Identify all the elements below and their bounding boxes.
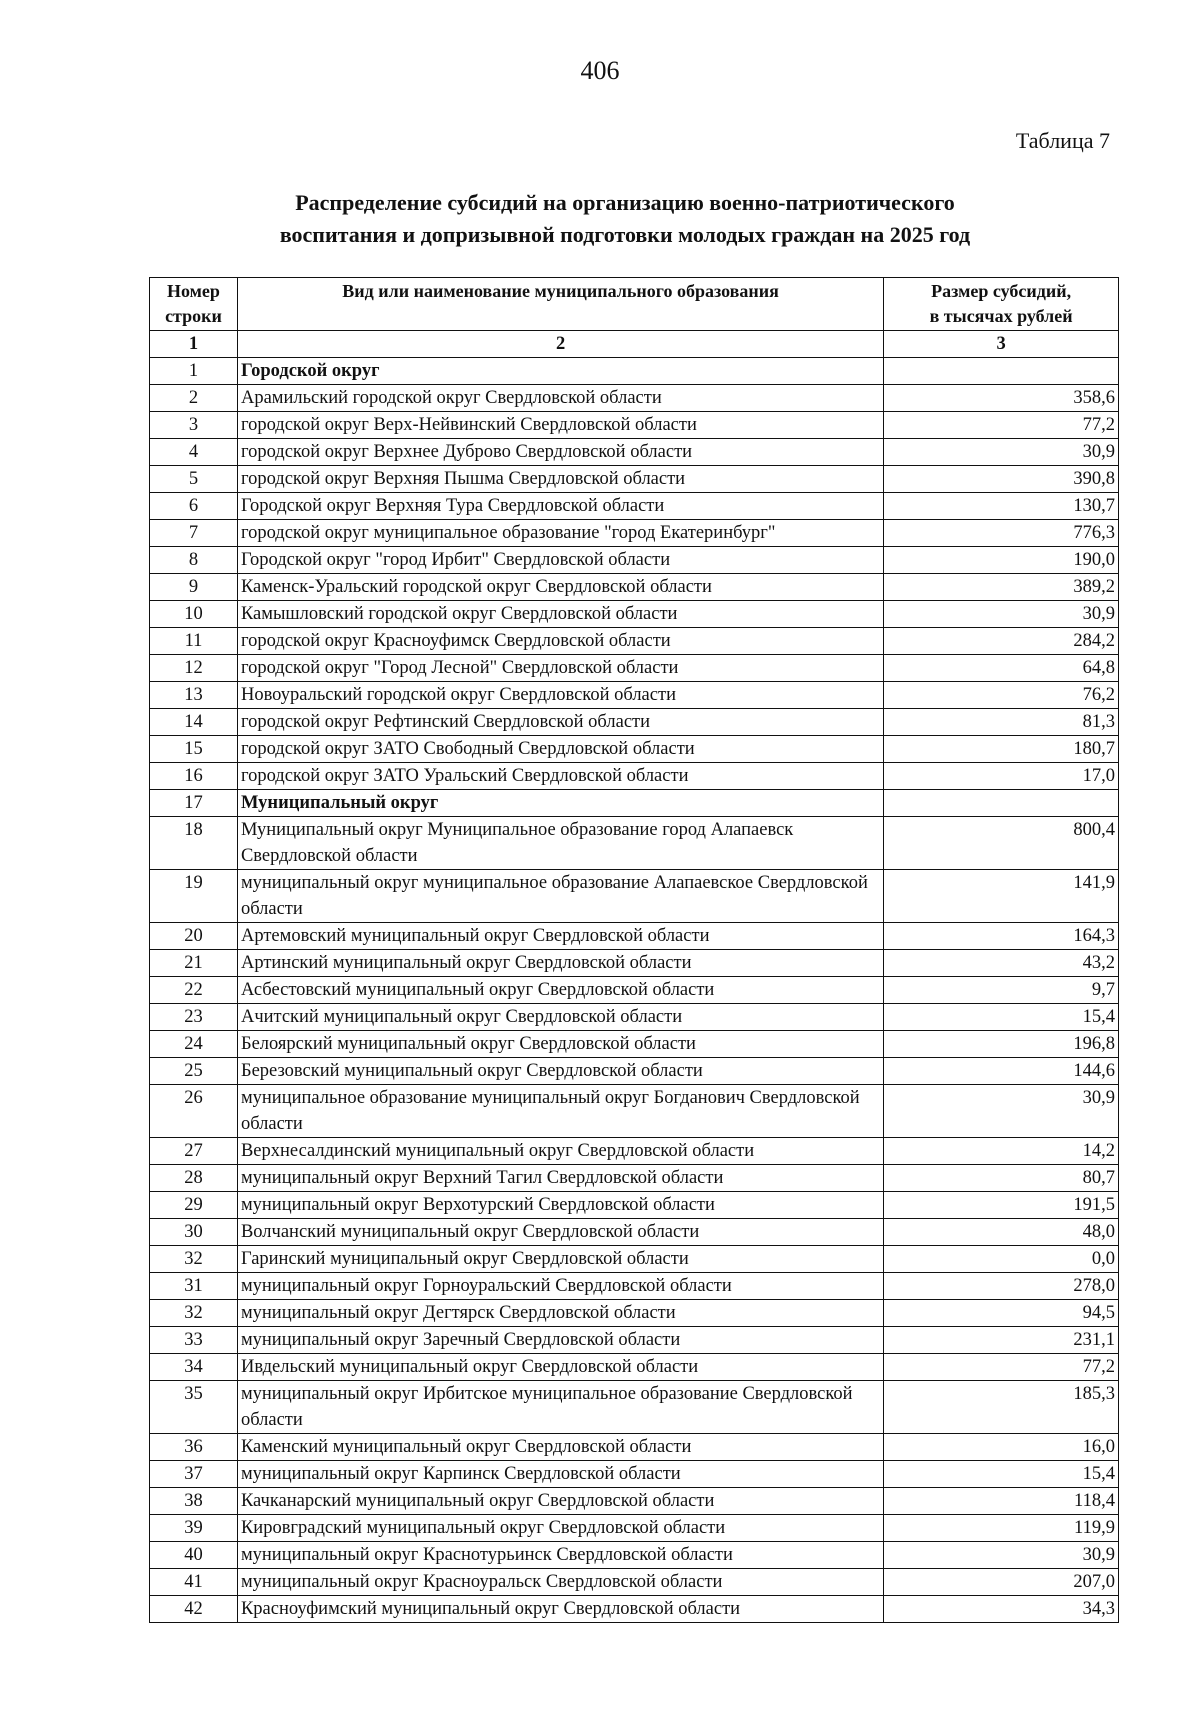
row-number-cell: 12	[150, 655, 238, 682]
row-number-cell: 1	[150, 358, 238, 385]
subsidy-value-cell: 80,7	[884, 1165, 1119, 1192]
header-row-number-line-2: строки	[165, 306, 222, 326]
row-number-cell: 25	[150, 1058, 238, 1085]
row-number-cell: 32	[150, 1300, 238, 1327]
row-number-cell: 20	[150, 923, 238, 950]
municipality-name-cell: Артинский муниципальный округ Свердловской области	[237, 950, 883, 977]
row-number-cell: 11	[150, 628, 238, 655]
row-number-cell: 32	[150, 1246, 238, 1273]
table-row	[150, 1515, 1119, 1542]
municipality-name-cell: муниципальный округ Карпинск Свердловской области	[237, 1461, 883, 1488]
municipality-name-cell: городской округ Верхнее Дуброво Свердловской области	[237, 439, 883, 466]
table-row	[150, 950, 1119, 977]
subsidy-value-cell: 76,2	[884, 682, 1119, 709]
municipality-name-cell: муниципальный округ Верхний Тагил Свердловской области	[237, 1165, 883, 1192]
table-row	[150, 1138, 1119, 1165]
subsidy-value-cell: 284,2	[884, 628, 1119, 655]
row-number-cell: 17	[150, 790, 238, 817]
subsidy-value-cell: 30,9	[884, 439, 1119, 466]
page-number: 406	[580, 56, 620, 85]
header-row-number	[150, 278, 238, 331]
subsidy-value-cell	[884, 790, 1119, 817]
subsidy-value-cell: 64,8	[884, 655, 1119, 682]
subsidies-table	[149, 277, 1119, 1623]
municipality-name-cell: городской округ ЗАТО Свободный Свердловской области	[237, 736, 883, 763]
municipality-name-cell: Красноуфимский муниципальный округ Свердловской области	[237, 1596, 883, 1623]
row-number-cell: 34	[150, 1354, 238, 1381]
row-number-cell: 5	[150, 466, 238, 493]
municipality-name-cell: муниципальный округ Красноуральск Свердловской области	[237, 1569, 883, 1596]
subsidy-value-cell: 0,0	[884, 1246, 1119, 1273]
table-row	[150, 520, 1119, 547]
subsidy-value-cell: 17,0	[884, 763, 1119, 790]
table-row	[150, 790, 1119, 817]
table-row	[150, 1219, 1119, 1246]
row-number-cell: 8	[150, 547, 238, 574]
municipality-name-cell: муниципальный округ муниципальное образование Алапаевское Свердловской области	[237, 870, 883, 923]
header-municipality	[237, 278, 883, 331]
subsidy-value-cell: 43,2	[884, 950, 1119, 977]
table-row	[150, 358, 1119, 385]
table-row	[150, 574, 1119, 601]
subsidy-value-cell: 180,7	[884, 736, 1119, 763]
title-line-2: воспитания и допризывной подготовки молодых граждан на 2025 год	[279, 222, 971, 247]
municipality-name-cell: Березовский муниципальный округ Свердловской области	[237, 1058, 883, 1085]
table-label: Таблица 7	[1015, 128, 1110, 153]
header-subsidy-amount	[884, 278, 1119, 331]
row-number-cell: 13	[150, 682, 238, 709]
row-number-cell: 9	[150, 574, 238, 601]
table-row	[150, 547, 1119, 574]
table-row	[150, 682, 1119, 709]
subsidy-value-cell: 141,9	[884, 870, 1119, 923]
row-number-cell: 22	[150, 977, 238, 1004]
municipality-name-cell: Гаринский муниципальный округ Свердловской области	[237, 1246, 883, 1273]
row-number-cell: 27	[150, 1138, 238, 1165]
municipality-name-cell: муниципальный округ Ирбитское муниципальное образование Свердловской области	[237, 1381, 883, 1434]
table-row	[150, 817, 1119, 870]
municipality-name-cell: Белоярский муниципальный округ Свердловской области	[237, 1031, 883, 1058]
title-line-1: Распределение субсидий на организацию военно-патриотического	[295, 190, 955, 215]
column-number-2: 2	[237, 331, 883, 358]
column-number-1: 1	[150, 331, 238, 358]
subsidy-value-cell: 800,4	[884, 817, 1119, 870]
municipality-name-cell: Асбестовский муниципальный округ Свердловской области	[237, 977, 883, 1004]
row-number-cell: 26	[150, 1085, 238, 1138]
document-title	[150, 187, 1100, 251]
subsidy-value-cell: 81,3	[884, 709, 1119, 736]
table-row	[150, 1165, 1119, 1192]
table-row	[150, 1461, 1119, 1488]
subsidy-value-cell: 144,6	[884, 1058, 1119, 1085]
municipality-name-cell: городской округ Верх-Нейвинский Свердловской области	[237, 412, 883, 439]
municipality-name-cell: городской округ муниципальное образование "город Екатеринбург"	[237, 520, 883, 547]
table-row	[150, 601, 1119, 628]
row-number-cell: 37	[150, 1461, 238, 1488]
subsidy-value-cell	[884, 358, 1119, 385]
row-number-cell: 42	[150, 1596, 238, 1623]
municipality-name-cell: Арамильский городской округ Свердловской области	[237, 385, 883, 412]
table-row	[150, 439, 1119, 466]
subsidy-value-cell: 207,0	[884, 1569, 1119, 1596]
subsidy-value-cell: 14,2	[884, 1138, 1119, 1165]
municipality-name-cell: муниципальный округ Горноуральский Свердловской области	[237, 1273, 883, 1300]
table-row	[150, 1569, 1119, 1596]
municipality-name-cell: муниципальный округ Краснотурьинск Свердловской области	[237, 1542, 883, 1569]
municipality-name-cell: Муниципальный округ Муниципальное образование город Алапаевск Свердловской области	[237, 817, 883, 870]
municipality-name-cell: городской округ ЗАТО Уральский Свердловской области	[237, 763, 883, 790]
municipality-name-cell: городской округ Рефтинский Свердловской области	[237, 709, 883, 736]
header-municipality-label: Вид или наименование муниципального образования	[342, 281, 779, 301]
subsidy-value-cell: 15,4	[884, 1461, 1119, 1488]
municipality-name-cell: муниципальный округ Заречный Свердловской области	[237, 1327, 883, 1354]
table-row	[150, 655, 1119, 682]
row-number-cell: 41	[150, 1569, 238, 1596]
row-number-cell: 36	[150, 1434, 238, 1461]
municipality-name-cell: муниципальный округ Дегтярск Свердловской области	[237, 1300, 883, 1327]
table-row	[150, 1192, 1119, 1219]
row-number-cell: 28	[150, 1165, 238, 1192]
subsidy-value-cell: 34,3	[884, 1596, 1119, 1623]
column-number-3: 3	[884, 331, 1119, 358]
header-row	[150, 278, 1119, 331]
table-row	[150, 466, 1119, 493]
table-row	[150, 1354, 1119, 1381]
subsidy-value-cell: 191,5	[884, 1192, 1119, 1219]
table-row	[150, 709, 1119, 736]
subsidy-value-cell: 190,0	[884, 547, 1119, 574]
municipality-name-cell: Ачитский муниципальный округ Свердловской области	[237, 1004, 883, 1031]
table-row	[150, 763, 1119, 790]
subsidy-value-cell: 118,4	[884, 1488, 1119, 1515]
municipality-name-cell: Городской округ Верхняя Тура Свердловской области	[237, 493, 883, 520]
row-number-cell: 15	[150, 736, 238, 763]
table-row	[150, 1542, 1119, 1569]
row-number-cell: 21	[150, 950, 238, 977]
subsidy-value-cell: 119,9	[884, 1515, 1119, 1542]
municipality-name-cell: Ивдельский муниципальный округ Свердловской области	[237, 1354, 883, 1381]
section-heading-cell: Муниципальный округ	[237, 790, 883, 817]
subsidy-value-cell: 164,3	[884, 923, 1119, 950]
table-row	[150, 1004, 1119, 1031]
table-row	[150, 977, 1119, 1004]
municipality-name-cell: Каменский муниципальный округ Свердловской области	[237, 1434, 883, 1461]
row-number-cell: 2	[150, 385, 238, 412]
column-number-row	[150, 331, 1119, 358]
row-number-cell: 19	[150, 870, 238, 923]
table-row	[150, 1488, 1119, 1515]
municipality-name-cell: городской округ Верхняя Пышма Свердловской области	[237, 466, 883, 493]
table-row	[150, 1085, 1119, 1138]
table-row	[150, 1031, 1119, 1058]
table-row	[150, 1273, 1119, 1300]
municipality-name-cell: городской округ "Город Лесной" Свердловской области	[237, 655, 883, 682]
row-number-cell: 31	[150, 1273, 238, 1300]
municipality-name-cell: Камышловский городской округ Свердловской области	[237, 601, 883, 628]
subsidy-value-cell: 776,3	[884, 520, 1119, 547]
subsidy-value-cell: 231,1	[884, 1327, 1119, 1354]
header-subsidy-line-2: в тысячах рублей	[929, 306, 1073, 326]
table-row	[150, 1434, 1119, 1461]
table-row	[150, 1300, 1119, 1327]
table-row	[150, 1327, 1119, 1354]
municipality-name-cell: Кировградский муниципальный округ Свердловской области	[237, 1515, 883, 1542]
municipality-name-cell: Верхнесалдинский муниципальный округ Свердловской области	[237, 1138, 883, 1165]
row-number-cell: 10	[150, 601, 238, 628]
header-subsidy-line-1: Размер субсидий,	[931, 281, 1072, 301]
row-number-cell: 4	[150, 439, 238, 466]
table-row	[150, 1596, 1119, 1623]
subsidy-value-cell: 389,2	[884, 574, 1119, 601]
municipality-name-cell: Каменск-Уральский городской округ Свердловской области	[237, 574, 883, 601]
municipality-name-cell: муниципальное образование муниципальный округ Богданович Свердловской области	[237, 1085, 883, 1138]
row-number-cell: 14	[150, 709, 238, 736]
row-number-cell: 6	[150, 493, 238, 520]
municipality-name-cell: Волчанский муниципальный округ Свердловской области	[237, 1219, 883, 1246]
municipality-name-cell: муниципальный округ Верхотурский Свердловской области	[237, 1192, 883, 1219]
row-number-cell: 38	[150, 1488, 238, 1515]
subsidy-value-cell: 358,6	[884, 385, 1119, 412]
table-row	[150, 493, 1119, 520]
table-row	[150, 923, 1119, 950]
table-row	[150, 736, 1119, 763]
row-number-cell: 23	[150, 1004, 238, 1031]
municipality-name-cell: Артемовский муниципальный округ Свердловской области	[237, 923, 883, 950]
header-row-number-line-1: Номер	[167, 281, 220, 301]
row-number-cell: 33	[150, 1327, 238, 1354]
subsidy-value-cell: 15,4	[884, 1004, 1119, 1031]
subsidy-value-cell: 77,2	[884, 1354, 1119, 1381]
table-row	[150, 628, 1119, 655]
municipality-name-cell: Новоуральский городской округ Свердловской области	[237, 682, 883, 709]
row-number-cell: 24	[150, 1031, 238, 1058]
table-row	[150, 1381, 1119, 1434]
table-row	[150, 412, 1119, 439]
municipality-name-cell: городской округ Красноуфимск Свердловской области	[237, 628, 883, 655]
subsidy-value-cell: 390,8	[884, 466, 1119, 493]
municipality-name-cell: Городской округ "город Ирбит" Свердловской области	[237, 547, 883, 574]
table-row	[150, 385, 1119, 412]
subsidy-value-cell: 130,7	[884, 493, 1119, 520]
row-number-cell: 18	[150, 817, 238, 870]
row-number-cell: 16	[150, 763, 238, 790]
row-number-cell: 39	[150, 1515, 238, 1542]
section-heading-cell: Городской округ	[237, 358, 883, 385]
row-number-cell: 29	[150, 1192, 238, 1219]
row-number-cell: 40	[150, 1542, 238, 1569]
subsidy-value-cell: 9,7	[884, 977, 1119, 1004]
subsidy-value-cell: 30,9	[884, 601, 1119, 628]
subsidy-value-cell: 94,5	[884, 1300, 1119, 1327]
table-body	[150, 358, 1119, 1623]
table-row	[150, 870, 1119, 923]
subsidy-value-cell: 185,3	[884, 1381, 1119, 1434]
subsidy-value-cell: 196,8	[884, 1031, 1119, 1058]
table-row	[150, 1058, 1119, 1085]
row-number-cell: 30	[150, 1219, 238, 1246]
municipality-name-cell: Качканарский муниципальный округ Свердловской области	[237, 1488, 883, 1515]
subsidy-value-cell: 16,0	[884, 1434, 1119, 1461]
subsidy-value-cell: 77,2	[884, 412, 1119, 439]
subsidy-value-cell: 30,9	[884, 1085, 1119, 1138]
row-number-cell: 3	[150, 412, 238, 439]
subsidy-value-cell: 48,0	[884, 1219, 1119, 1246]
row-number-cell: 7	[150, 520, 238, 547]
subsidy-value-cell: 278,0	[884, 1273, 1119, 1300]
row-number-cell: 35	[150, 1381, 238, 1434]
subsidy-value-cell: 30,9	[884, 1542, 1119, 1569]
table-row	[150, 1246, 1119, 1273]
